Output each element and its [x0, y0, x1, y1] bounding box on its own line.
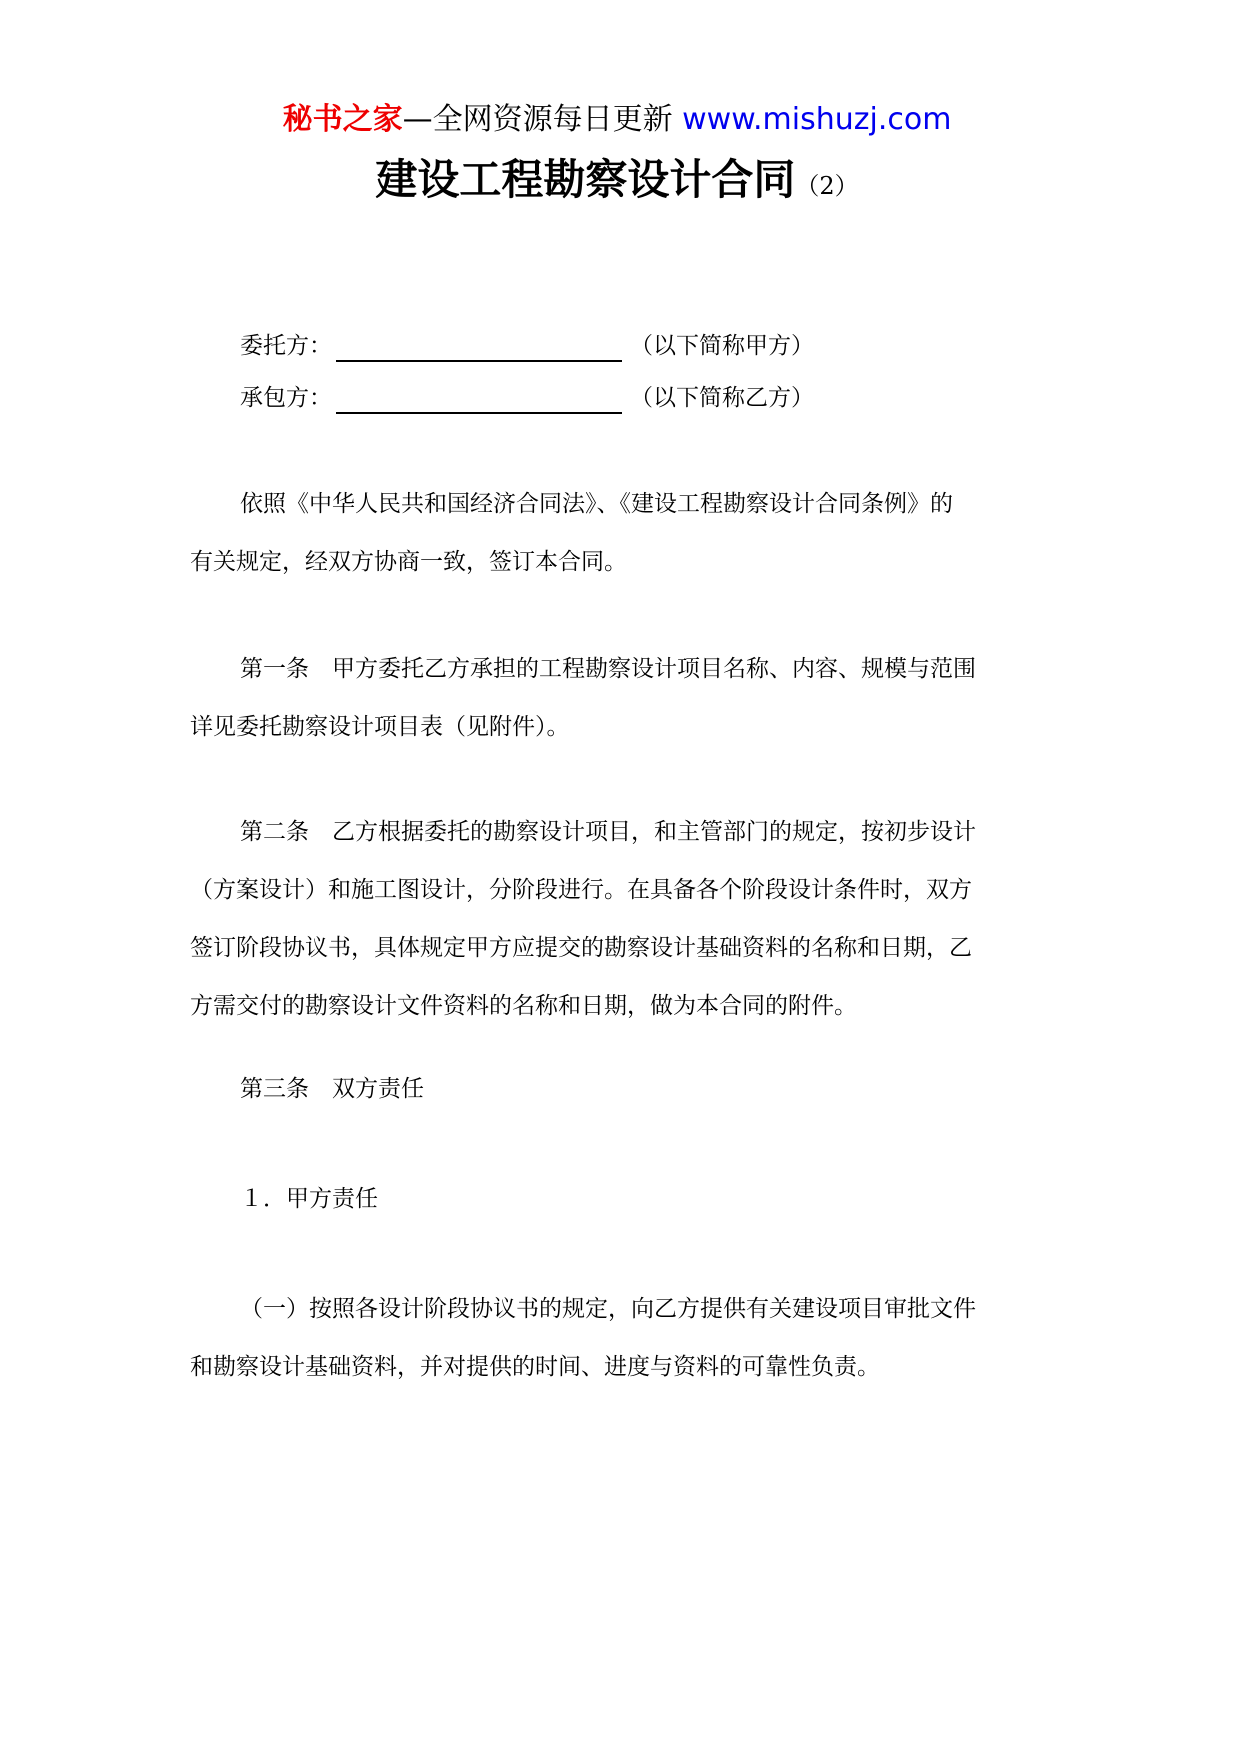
intro-paragraph: [190, 475, 1040, 591]
paragraph-line: （一）按照各设计阶段协议书的规定，向乙方提供有关建设项目审批文件: [240, 1296, 976, 1322]
party-blank-contractor: [336, 386, 622, 414]
article-1-paragraph: [190, 640, 1040, 756]
document-title-main: 建设工程勘察设计合同: [375, 155, 796, 204]
party-blank-client: [336, 334, 622, 362]
party-label-contractor: 承包方：: [240, 385, 332, 411]
paragraph-line: 方需交付的勘察设计文件资料的名称和日期，做为本合同的附件。: [190, 993, 857, 1019]
paragraph-line: 第一条 甲方委托乙方承担的工程勘察设计项目名称、内容、规模与范围: [240, 656, 976, 682]
header-url-link[interactable]: www.mishuzj.com: [682, 102, 952, 137]
section-1-heading: [190, 1170, 1040, 1228]
document-title-suffix: （2）: [795, 172, 859, 200]
paragraph-line: 第二条 乙方根据委托的勘察设计项目，和主管部门的规定，按初步设计: [240, 819, 976, 845]
document-title: [0, 152, 1234, 214]
paragraph-line: １．甲方责任: [240, 1186, 378, 1212]
paragraph-line: 第三条 双方责任: [240, 1076, 424, 1102]
party-note-contractor: （以下简称乙方）: [630, 385, 814, 411]
site-header-banner: [0, 100, 1234, 140]
party-line-contractor: [240, 382, 814, 414]
paragraph-line: 有关规定，经双方协商一致，签订本合同。: [190, 549, 627, 575]
party-note-client: （以下简称甲方）: [630, 333, 814, 359]
paragraph-line: 详见委托勘察设计项目表（见附件）。: [190, 714, 570, 740]
article-2-paragraph: [190, 803, 1040, 1035]
paragraph-line: 和勘察设计基础资料，并对提供的时间、进度与资料的可靠性负责。: [190, 1354, 880, 1380]
party-label-client: 委托方：: [240, 333, 332, 359]
paragraph-line: （方案设计）和施工图设计，分阶段进行。在具备各个阶段设计条件时，双方: [190, 877, 972, 903]
paragraph-line: 依照《中华人民共和国经济合同法》、《建设工程勘察设计合同条例》的: [240, 491, 953, 517]
item-1-paragraph: [190, 1280, 1040, 1396]
party-line-client: [240, 330, 814, 362]
paragraph-line: 签订阶段协议书，具体规定甲方应提交的勘察设计基础资料的名称和日期，乙: [190, 935, 972, 961]
article-3-heading: [190, 1060, 1040, 1118]
header-slogan: —全网资源每日更新: [402, 102, 673, 137]
header-site-name: 秘书之家: [282, 102, 403, 137]
